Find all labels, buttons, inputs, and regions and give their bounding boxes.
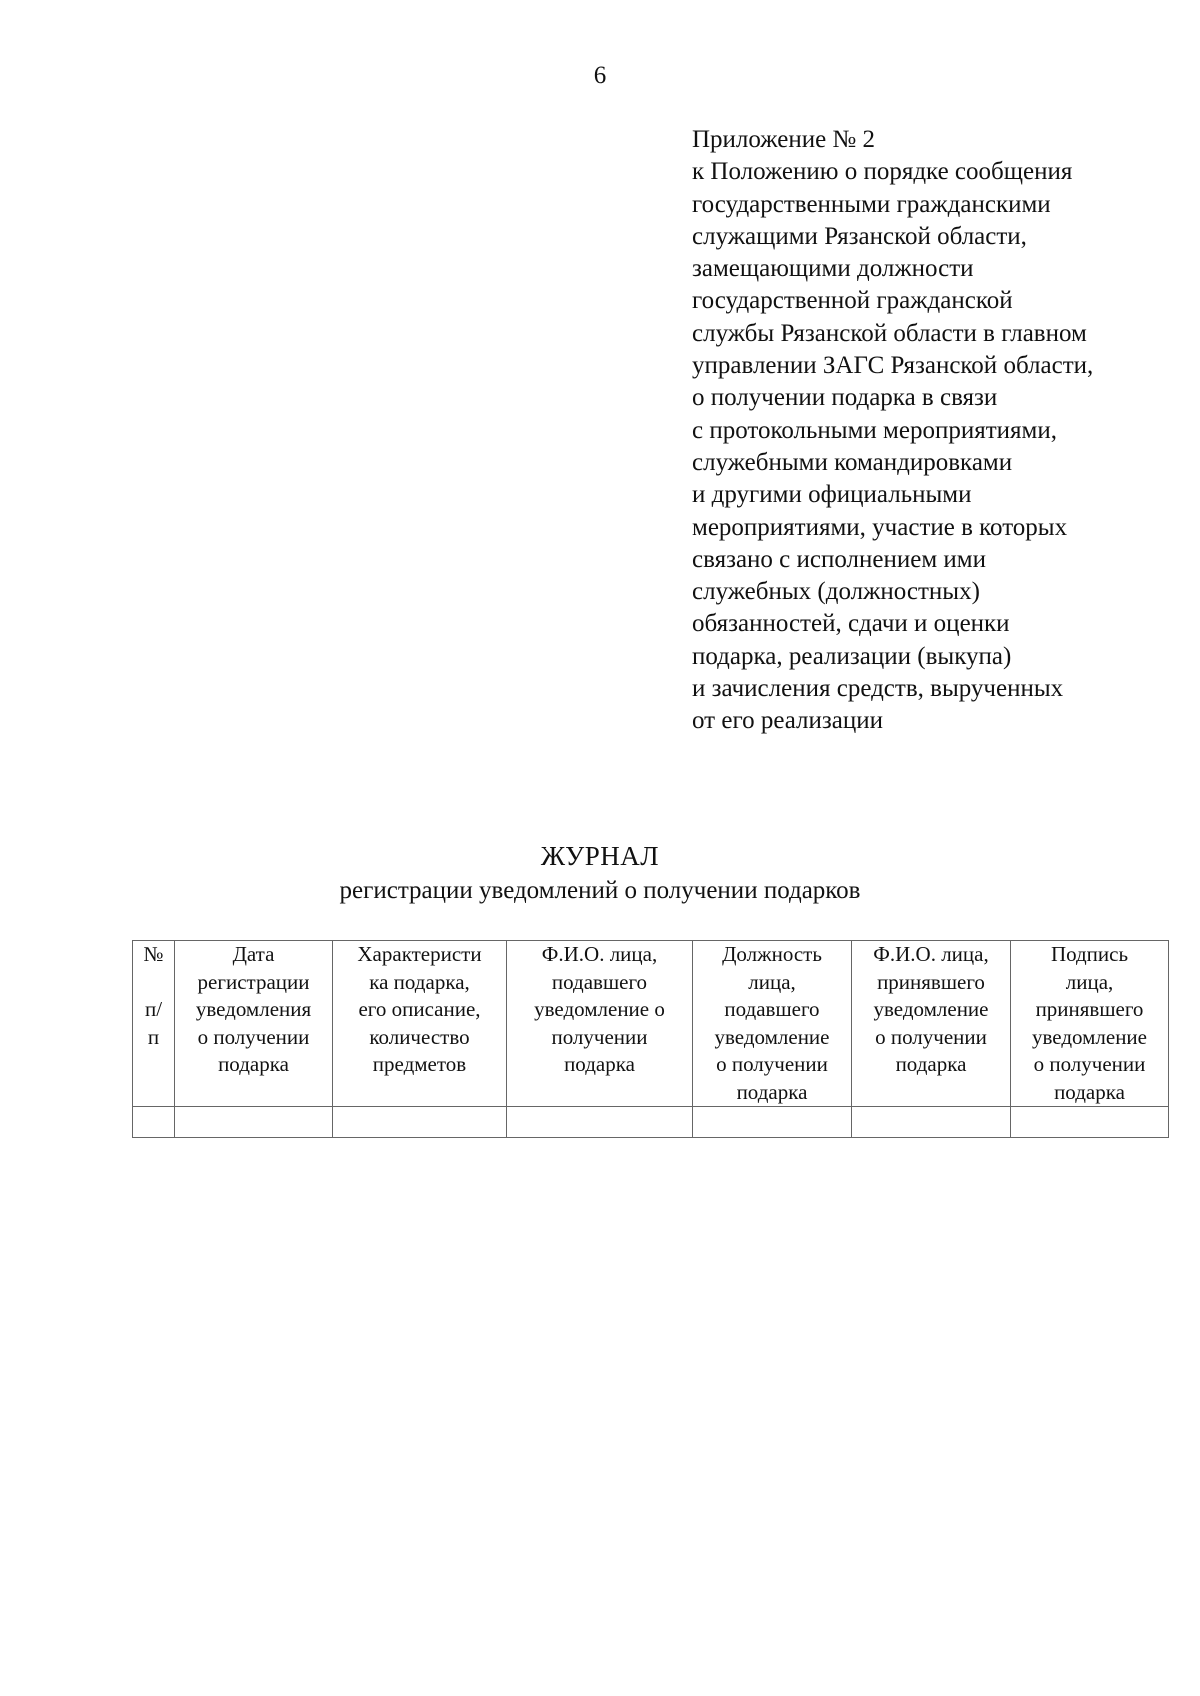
appendix-line: и зачисления средств, вырученных xyxy=(692,675,1064,703)
column-header-submitter-position xyxy=(693,941,852,1107)
appendix-line: Приложение № 2 xyxy=(692,126,876,153)
appendix-line: государственными гражданскими xyxy=(692,190,1051,218)
appendix-line: к Положению о порядке сообщения xyxy=(692,158,1073,186)
column-header-receiver-signature xyxy=(1011,941,1169,1107)
column-header-submitter-name xyxy=(507,941,693,1107)
journal-heading xyxy=(0,838,1200,908)
column-header-registration-date xyxy=(175,941,333,1107)
table-cell xyxy=(1011,1107,1169,1138)
appendix-line: служащими Рязанской области, xyxy=(692,222,1027,250)
column-header-label: № п/ п xyxy=(143,942,164,1049)
column-header-label: Характеристи ка подарка, его описание, количество предметов xyxy=(357,942,482,1076)
appendix-line: и другими официальными xyxy=(692,481,972,509)
appendix-line: о получении подарка в связи xyxy=(692,384,998,412)
appendix-line: служебными командировками xyxy=(692,448,1013,476)
page-number: 6 xyxy=(593,62,607,89)
appendix-line: службы Рязанской области в главном xyxy=(692,319,1087,347)
appendix-line: мероприятиями, участие в которых xyxy=(692,513,1068,541)
column-header-label: Должность лица, подавшего уведомление о получении подарка xyxy=(714,942,830,1104)
journal-table xyxy=(132,940,1169,1138)
appendix-line: от его реализации xyxy=(692,707,884,735)
table-header-row xyxy=(133,941,1169,1107)
table-cell xyxy=(133,1107,175,1138)
table-cell xyxy=(507,1107,693,1138)
appendix-line: служебных (должностных) xyxy=(692,578,980,606)
column-header-label: Ф.И.О. лица, принявшего уведомление о получении подарка xyxy=(873,942,989,1076)
appendix-line: связано с исполнением ими xyxy=(692,545,986,573)
appendix-line: замещающими должности xyxy=(692,255,974,283)
column-header-number xyxy=(133,941,175,1107)
appendix-line: обязанностей, сдачи и оценки xyxy=(692,610,1010,638)
table-row xyxy=(133,1107,1169,1138)
column-header-gift-description xyxy=(333,941,507,1107)
table-cell xyxy=(333,1107,507,1138)
appendix-block xyxy=(692,124,1182,738)
column-header-label: Дата регистрации уведомления о получении подарка xyxy=(195,942,312,1076)
table-cell xyxy=(175,1107,333,1138)
journal-subtitle: регистрации уведомлений о получении подарков xyxy=(339,877,861,904)
journal-title: ЖУРНАЛ xyxy=(540,841,660,871)
column-header-label: Подпись лица, принявшего уведомление о получении подарка xyxy=(1031,942,1147,1104)
column-header-receiver-name xyxy=(852,941,1011,1107)
appendix-line: с протокольными мероприятиями, xyxy=(692,416,1057,444)
appendix-line: государственной гражданской xyxy=(692,287,1013,315)
appendix-line: подарка, реализации (выкупа) xyxy=(692,642,1012,670)
column-header-label: Ф.И.О. лица, подавшего уведомление о получении подарка xyxy=(534,942,665,1076)
appendix-line: управлении ЗАГС Рязанской области, xyxy=(692,352,1094,380)
table-cell xyxy=(852,1107,1011,1138)
table-cell xyxy=(693,1107,852,1138)
